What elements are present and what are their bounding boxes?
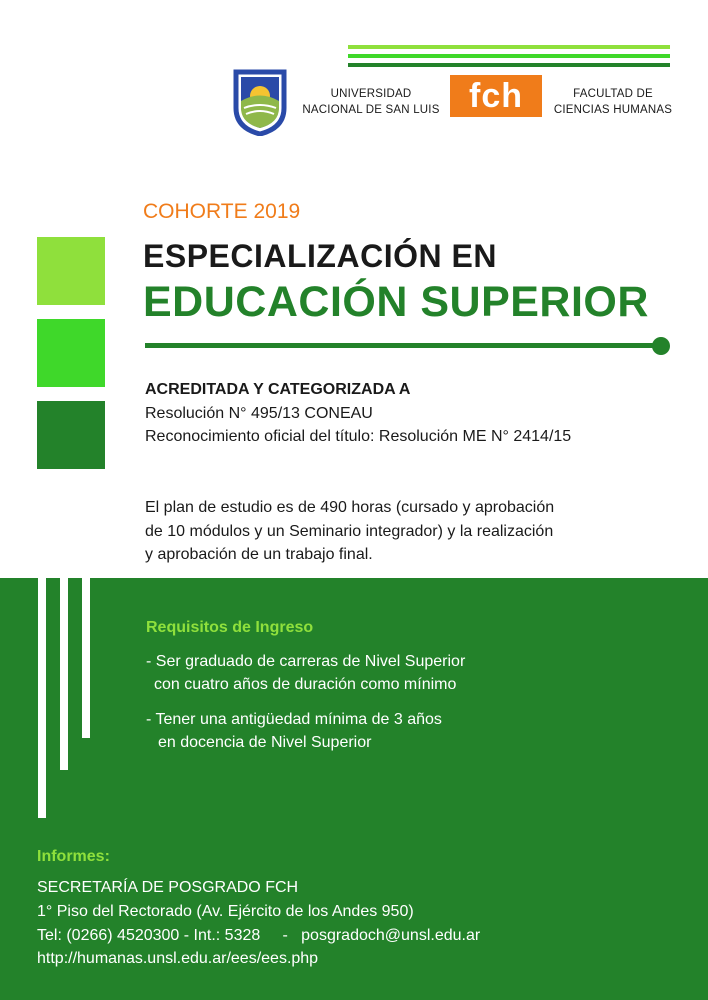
accreditation-recognition: Reconocimiento oficial del título: Resolución ME N° 2414/15 [145,428,572,445]
plan-line2: de 10 módulos y un Seminario integrador) y la realización [145,522,554,540]
requirement-2-line2: en docencia de Nivel Superior [158,734,372,751]
requirement-item-2 [146,708,442,754]
title-underline-dot [652,337,670,355]
faculty-name-line1: FACULTAD DE [573,88,653,100]
requirements-title: Requisitos de Ingreso [146,619,314,636]
accreditation-resolution: Resolución N° 495/13 CONEAU [145,405,373,422]
info-title: Informes: [37,848,110,865]
title-line1: ESPECIALIZACIÓN EN [143,238,497,274]
title-line2: EDUCACIÓN SUPERIOR [143,278,649,326]
title-underline [145,343,660,348]
top-decor-line-2 [348,54,670,58]
university-name [296,86,446,118]
cohort-label: COHORTE 2019 [143,200,301,223]
faculty-name [548,86,678,118]
info-website-link[interactable]: http://humanas.unsl.edu.ar/ees/ees.php [37,950,319,967]
decor-vertical-line-2 [60,578,68,770]
decor-square-medium [37,319,105,387]
requirement-1-line2: con cuatro años de duración como mínimo [154,676,457,693]
university-name-line1: UNIVERSIDAD [330,88,412,100]
university-shield-icon [232,68,288,136]
decor-square-light [37,237,105,305]
decor-vertical-line-1 [38,578,46,818]
accreditation-heading: ACREDITADA Y CATEGORIZADA A [145,381,411,398]
requirement-2-line1: - Tener una antigüedad mínima de 3 años [146,711,442,728]
plan-line3: y aprobación de un trabajo final. [145,546,373,563]
faculty-name-line2: CIENCIAS HUMANAS [553,104,673,116]
fch-logo: fch [450,75,542,117]
requirement-item-1 [146,650,465,696]
university-name-line2: NACIONAL DE SAN LUIS [302,104,440,116]
info-address: 1° Piso del Rectorado (Av. Ejército de los Andes 950) [37,903,414,920]
decor-vertical-line-3 [82,578,90,738]
info-office: SECRETARÍA DE POSGRADO FCH [37,879,299,896]
requirement-1-line1: - Ser graduado de carreras de Nivel Superior [146,653,466,670]
plan-line1: El plan de estudio es de 490 horas (cursado y aprobación [145,499,555,516]
info-phone-email: Tel: (0266) 4520300 - Int.: 5328 - posgradoch@unsl.edu.ar [37,927,481,944]
study-plan-description [145,496,665,567]
top-decor-line-3 [348,63,670,67]
top-decor-line-1 [348,45,670,49]
decor-square-dark [37,401,105,469]
